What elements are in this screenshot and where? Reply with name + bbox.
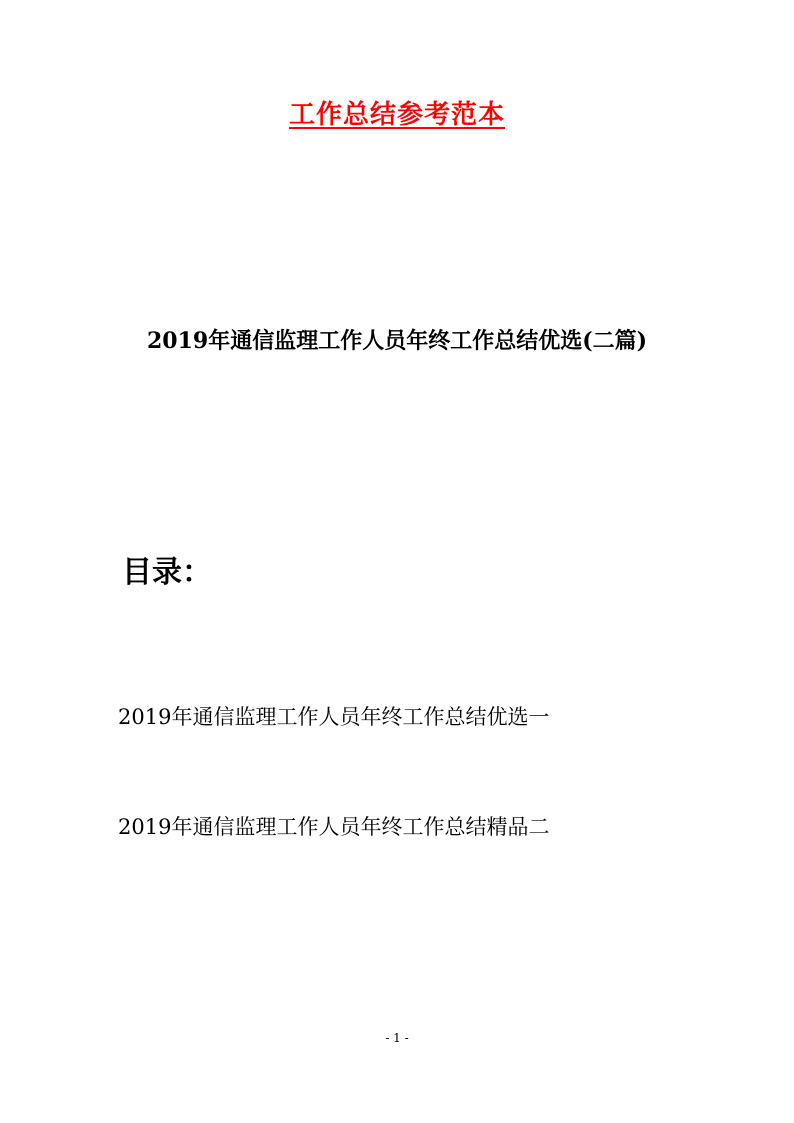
header-title: 工作总结参考范本 bbox=[288, 100, 505, 130]
toc-item: 2019年通信监理工作人员年终工作总结优选一 bbox=[118, 705, 550, 729]
document-title: 2019年通信监理工作人员年终工作总结优选(二篇) bbox=[146, 328, 648, 354]
toc-item: 2019年通信监理工作人员年终工作总结精品二 bbox=[118, 815, 550, 839]
page-number: - 1 - bbox=[385, 1031, 409, 1045]
toc-heading: 目录： bbox=[122, 555, 212, 590]
